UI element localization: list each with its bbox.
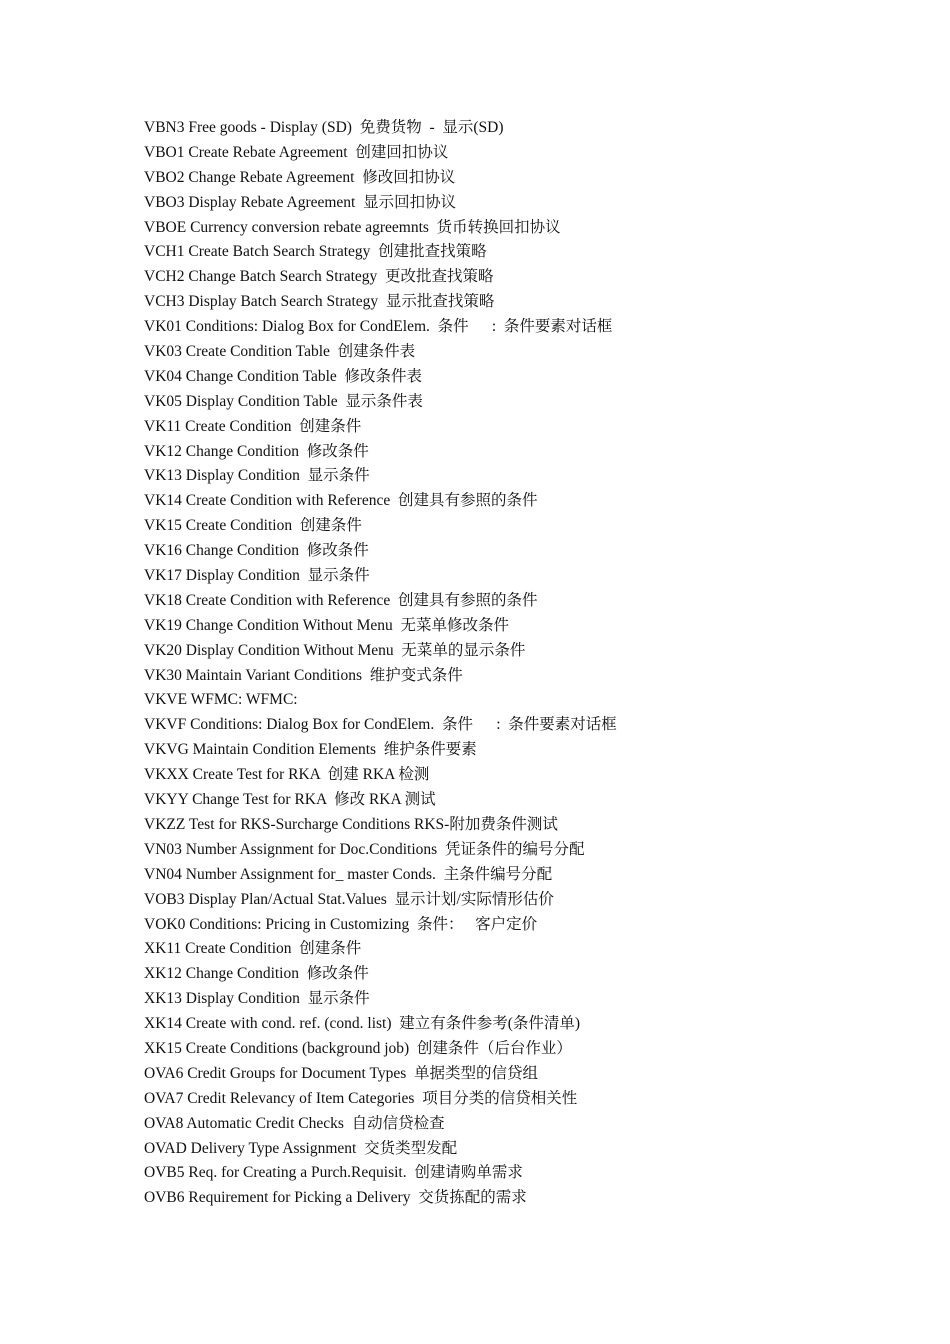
text-line: VK14 Create Condition with Reference 创建具有参照的条件	[144, 492, 538, 510]
text-line: OVAD Delivery Type Assignment 交货类型发配	[144, 1139, 458, 1157]
text-line: VK03 Create Condition Table 创建条件表	[144, 343, 416, 361]
text-line: VK17 Display Condition 显示条件	[144, 567, 370, 585]
text-line: VKVG Maintain Condition Elements 维护条件要素	[144, 741, 477, 759]
text-line: VK04 Change Condition Table 修改条件表	[144, 367, 423, 385]
text-line: VBO2 Change Rebate Agreement 修改回扣协议	[144, 168, 456, 186]
text-line: VBN3 Free goods - Display (SD) 免费货物 - 显示(SD)	[144, 119, 504, 136]
text-line: VK19 Change Condition Without Menu 无菜单修改条件	[144, 616, 510, 634]
text-line: VN03 Number Assignment for Doc.Conditions 凭证条件的编号分配	[144, 840, 585, 858]
text-line: OVB5 Req. for Creating a Purch.Requisit. 创建请购单需求	[144, 1164, 523, 1182]
text-line: XK14 Create with cond. ref. (cond. list) 建立有条件参考(条件清单)	[144, 1015, 581, 1033]
text-line: VN04 Number Assignment for_ master Conds. 主条件编号分配	[144, 865, 553, 883]
text-line: OVA6 Credit Groups for Document Types 单据类型的信贷组	[144, 1064, 538, 1082]
text-line: VKVE WFMC: WFMC:	[144, 691, 298, 709]
text-line: VKYY Change Test for RKA 修改 RKA 测试	[144, 791, 436, 809]
text-line: VK11 Create Condition 创建条件	[144, 417, 362, 435]
text-line: VCH1 Create Batch Search Strategy 创建批查找策略	[144, 243, 487, 261]
text-line: VK01 Conditions: Dialog Box for CondElem. 条件 : 条件要素对话框	[144, 318, 613, 336]
text-line: VCH2 Change Batch Search Strategy 更改批查找策略	[144, 268, 494, 286]
text-line: XK11 Create Condition 创建条件	[144, 940, 362, 958]
text-line: VBO1 Create Rebate Agreement 创建回扣协议	[144, 143, 449, 161]
text-line: OVB6 Requirement for Picking a Delivery 交货拣配的需求	[144, 1189, 527, 1207]
text-line: OVA8 Automatic Credit Checks 自动信贷检查	[144, 1114, 445, 1132]
text-line: VKVF Conditions: Dialog Box for CondElem. 条件 : 条件要素对话框	[144, 716, 617, 734]
text-line: XK13 Display Condition 显示条件	[144, 990, 370, 1008]
text-line: VK13 Display Condition 显示条件	[144, 467, 370, 485]
text-line: OVA7 Credit Relevancy of Item Categories 项目分类的信贷相关性	[144, 1089, 578, 1107]
text-line: VK20 Display Condition Without Menu 无菜单的显示条件	[144, 641, 526, 659]
text-line: XK12 Change Condition 修改条件	[144, 965, 369, 983]
text-line: VKZZ Test for RKS-Surcharge Conditions RKS-附加费条件测试	[144, 815, 558, 833]
text-line: VOB3 Display Plan/Actual Stat.Values 显示计划/实际情形估价	[144, 890, 554, 908]
text-line: VBOE Currency conversion rebate agreemnts 货币转换回扣协议	[144, 218, 561, 236]
text-line: VK18 Create Condition with Reference 创建具有参照的条件	[144, 591, 538, 609]
text-line: VK05 Display Condition Table 显示条件表	[144, 392, 423, 410]
text-line: VKXX Create Test for RKA 创建 RKA 检测	[144, 766, 430, 784]
text-line: VK30 Maintain Variant Conditions 维护变式条件	[144, 666, 463, 684]
text-line: VCH3 Display Batch Search Strategy 显示批查找策略	[144, 293, 495, 311]
transaction-code-list	[144, 116, 617, 1211]
text-line: VK15 Create Condition 创建条件	[144, 517, 362, 535]
text-line: VOK0 Conditions: Pricing in Customizing 条件： 客户定价	[144, 915, 538, 933]
text-line: VK16 Change Condition 修改条件	[144, 542, 369, 560]
text-line: VBO3 Display Rebate Agreement 显示回扣协议	[144, 193, 457, 211]
text-line: VK12 Change Condition 修改条件	[144, 442, 369, 460]
text-line: XK15 Create Conditions (background job) 创建条件（后台作业）	[144, 1039, 572, 1057]
